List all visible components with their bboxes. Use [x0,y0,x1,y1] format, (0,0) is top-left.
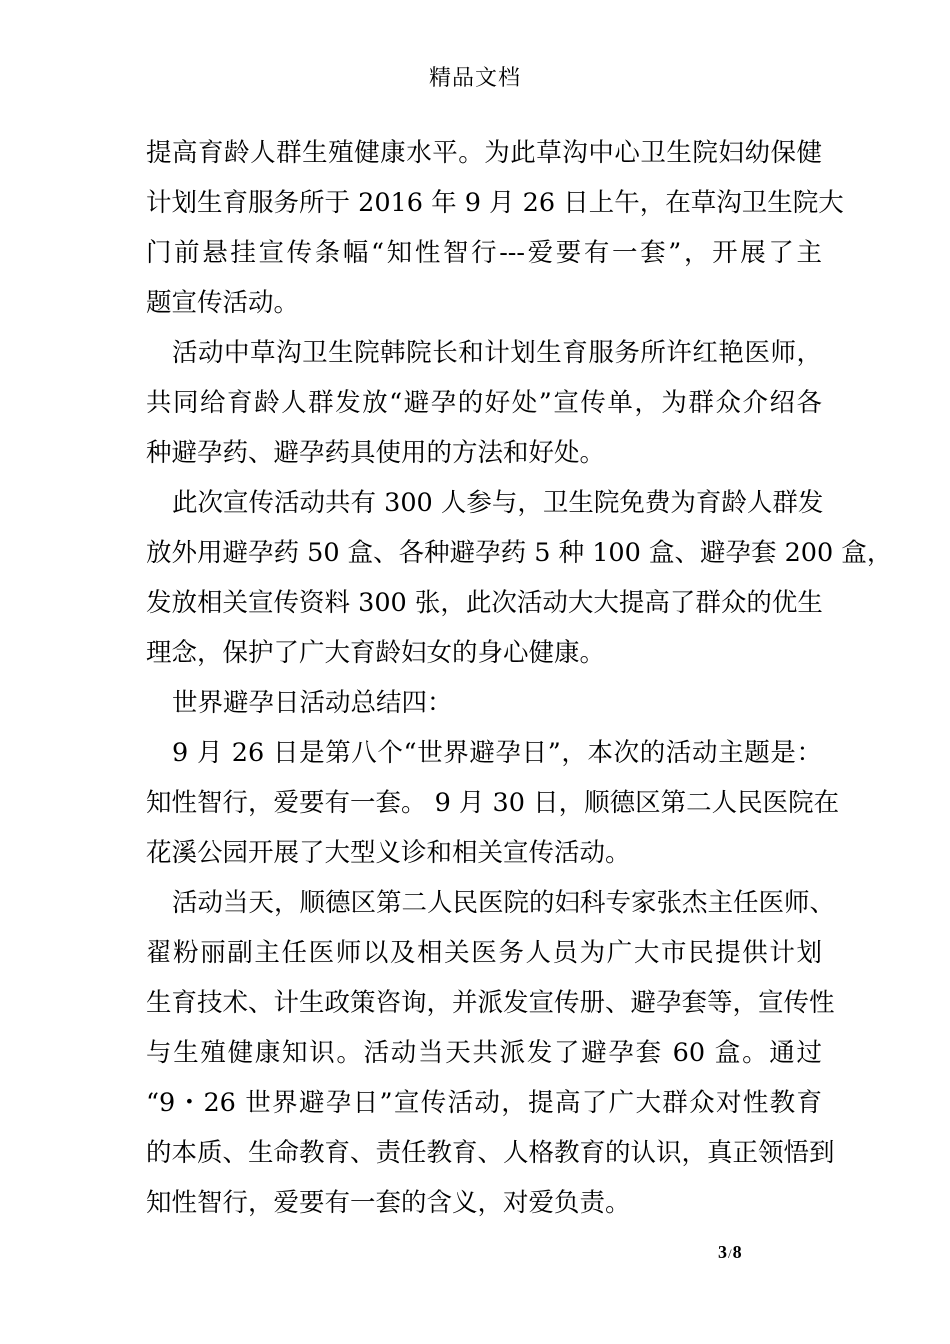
total-pages-number: 8 [732,1242,742,1262]
page-header [0,64,950,94]
text-line: 发放相关宣传资料 300 张，此次活动大大提高了群众的优生 [146,588,823,618]
section-heading: 世界避孕日活动总结四： [172,688,453,718]
document-body [146,128,893,1228]
text-line: 知性智行，爱要有一套的含义，对爱负责。 [146,1188,631,1218]
text-line: 此次宣传活动共有 300 人参与，卫生院免费为育龄人群发 [172,488,824,518]
text-line: 知性智行，爱要有一套。 9 月 30 日，顺德区第二人民医院在 [146,788,840,818]
text-line: “9・26 世界避孕日”宣传活动，提高了广大群众对性教育 [146,1088,822,1118]
text-line: 题宣传活动。 [146,288,300,318]
text-line: 种避孕药、避孕药具使用的方法和好处。 [146,438,606,468]
text-line: 门前悬挂宣传条幅“知性智行---爱要有一套”，开展了主 [146,238,822,268]
text-line: 9 月 26 日是第八个“世界避孕日”，本次的活动主题是： [172,738,822,768]
text-line: 活动中草沟卫生院韩院长和计划生育服务所许红艳医师， [172,338,822,368]
text-line: 与生殖健康知识。活动当天共派发了避孕套 60 盒。通过 [146,1038,822,1068]
text-line: 放外用避孕药 50 盒、各种避孕药 5 种 100 盒、避孕套 200 盒， [146,538,893,568]
text-line: 生育技术、计生政策咨询，并派发宣传册、避孕套等，宣传性 [146,988,835,1018]
current-page-number: 3 [718,1242,727,1262]
text-line: 计划生育服务所于 2016 年 9 月 26 日上午，在草沟卫生院大 [146,188,844,218]
text-line: 理念，保护了广大育龄妇女的身心健康。 [146,638,606,668]
text-line: 活动当天，顺德区第二人民医院的妇科专家张杰主任医师、 [172,888,836,918]
text-line: 的本质、生命教育、责任教育、人格教育的认识，真正领悟到 [146,1138,835,1168]
page-number [718,1240,742,1266]
text-line: 花溪公园开展了大型义诊和相关宣传活动。 [146,838,631,868]
text-line: 提高育龄人群生殖健康水平。为此草沟中心卫生院妇幼保健 [146,138,822,168]
page-separator: / [728,1246,732,1261]
header-title: 精品文档 [428,66,521,91]
text-line: 翟粉丽副主任医师以及相关医务人员为广大市民提供计划 [146,938,822,968]
text-line: 共同给育龄人群发放“避孕的好处”宣传单，为群众介绍各 [146,388,822,418]
